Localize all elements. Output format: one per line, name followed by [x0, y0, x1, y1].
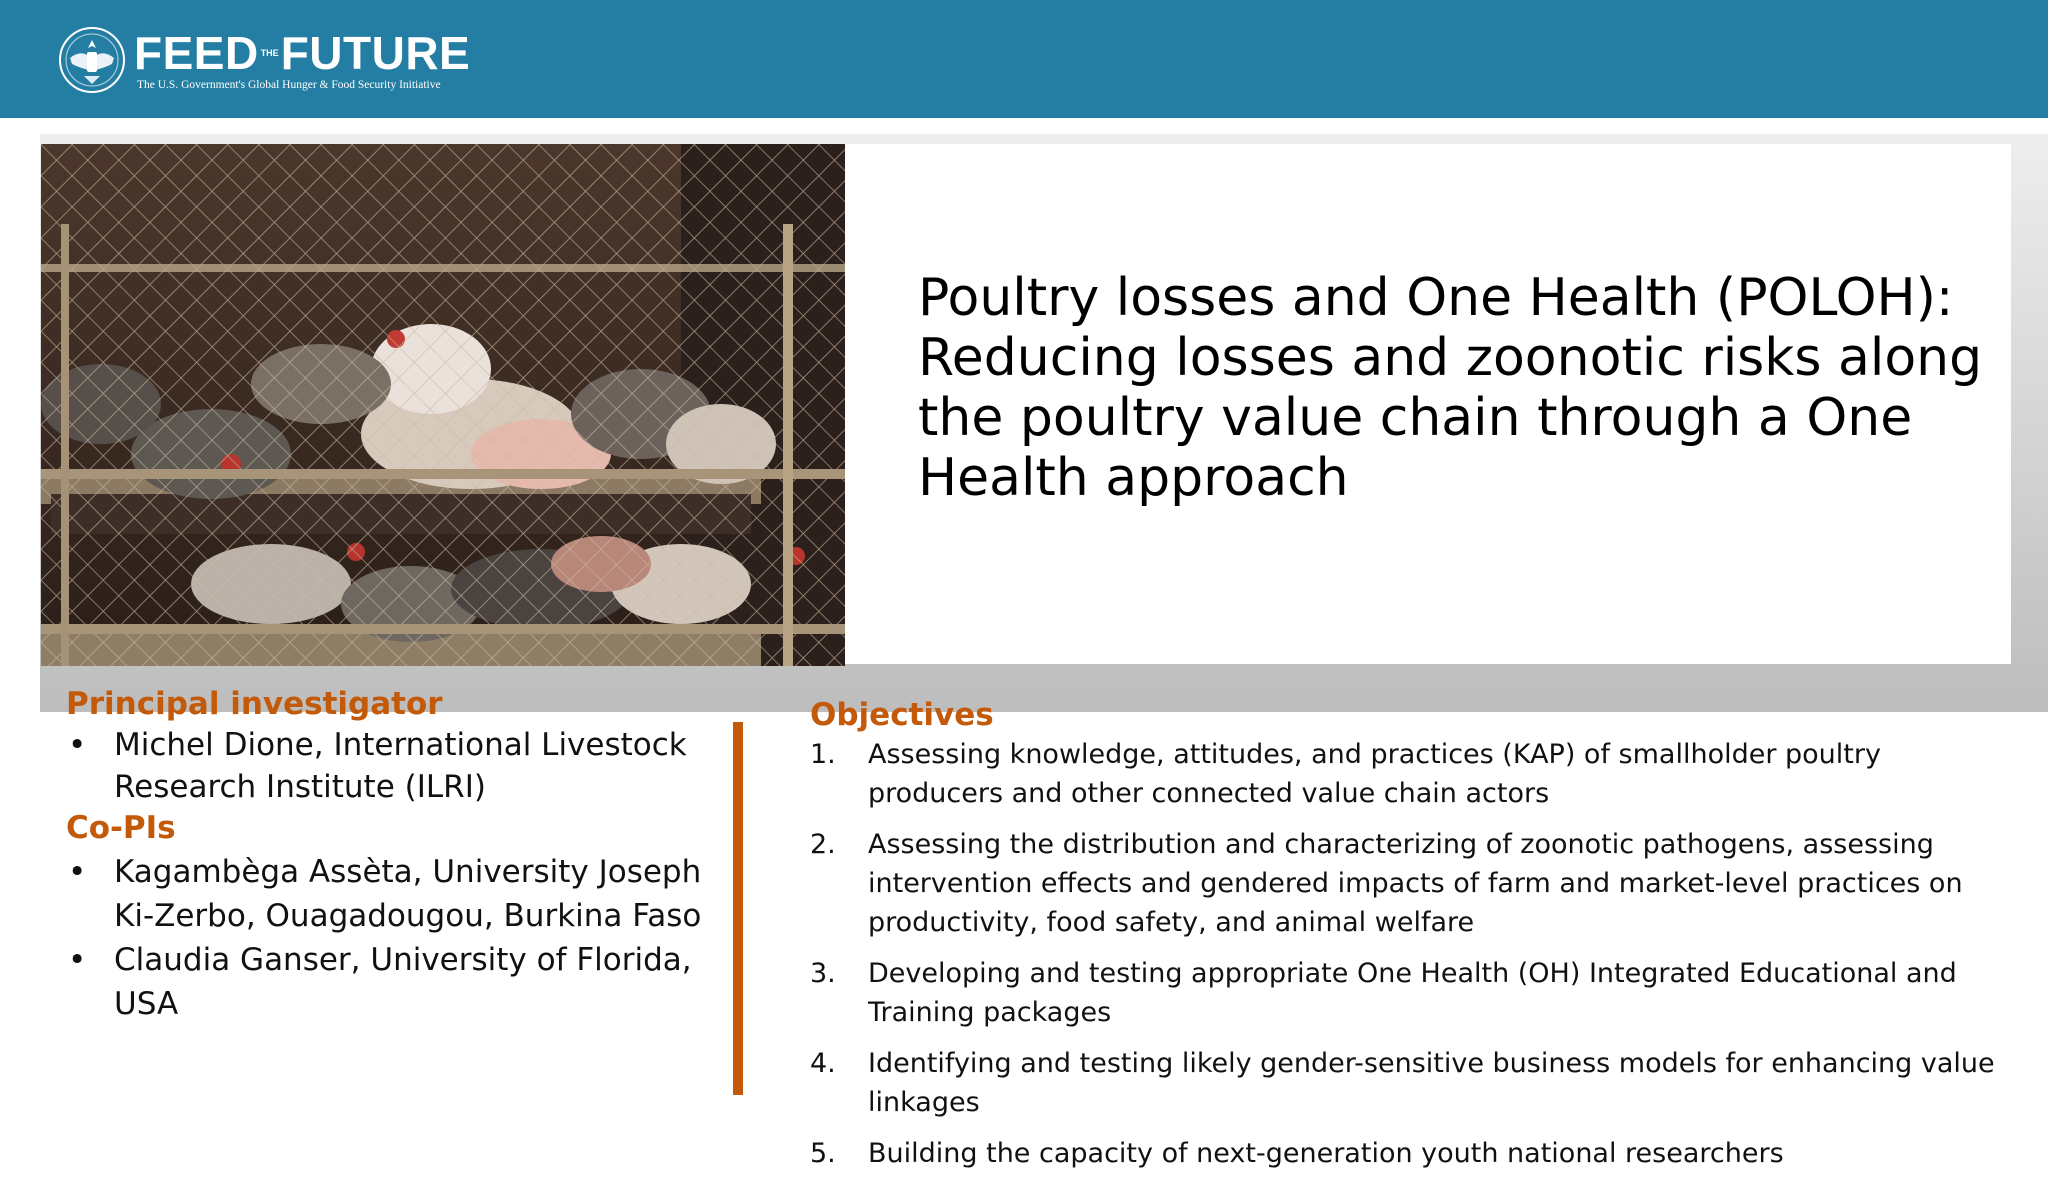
chicken-cage-photo [41, 144, 845, 666]
principal-investigator-heading: Principal investigator [66, 686, 443, 722]
list-item: 3. Developing and testing appropriate One Health (OH) Integrated Educational and Training packages [810, 958, 1957, 1028]
objectives-list [810, 735, 2010, 1185]
list-item: • Claudia Ganser, University of Florida, USA [66, 938, 706, 1026]
page-title: Poultry losses and One Health (POLOH): Reducing losses and zoonotic risks along the poultry value chain through a One Health approach [918, 268, 1983, 508]
co-pis-heading: Co-PIs [66, 810, 176, 846]
principal-investigator-list [66, 724, 706, 808]
column-divider [733, 722, 743, 1095]
list-item: 1. Assessing knowledge, attitudes, and practices (KAP) of smallholder poultry producers and other connected value chain actors [810, 739, 1881, 809]
list-item: 5. Building the capacity of next-generation youth national researchers [810, 1138, 1784, 1169]
list-item: • Kagambèga Assèta, University Joseph Ki-Zerbo, Ouagadougou, Burkina Faso [66, 850, 706, 938]
logo-tagline: The U.S. Government's Global Hunger & Food Security Initiative [137, 79, 441, 91]
logo-word-feed: FEED [134, 27, 259, 79]
objectives-heading: Objectives [810, 697, 994, 733]
logo-word-future: FUTURE [280, 27, 471, 79]
list-item: 2. Assessing the distribution and characterizing of zoonotic pathogens, assessing intervention effects and gendered impacts of farm and market-level practices on productivity, food safety, and animal welfare [810, 829, 1963, 938]
feed-the-future-logo [56, 20, 470, 100]
us-seal-icon [56, 24, 128, 96]
header-band [0, 0, 2048, 118]
logo-word-the: THE [260, 48, 279, 58]
list-item: • Michel Dione, International Livestock Research Institute (ILRI) [66, 724, 706, 808]
list-item: 4. Identifying and testing likely gender-sensitive business models for enhancing value linkages [810, 1048, 1995, 1118]
co-pis-list [66, 850, 706, 1026]
